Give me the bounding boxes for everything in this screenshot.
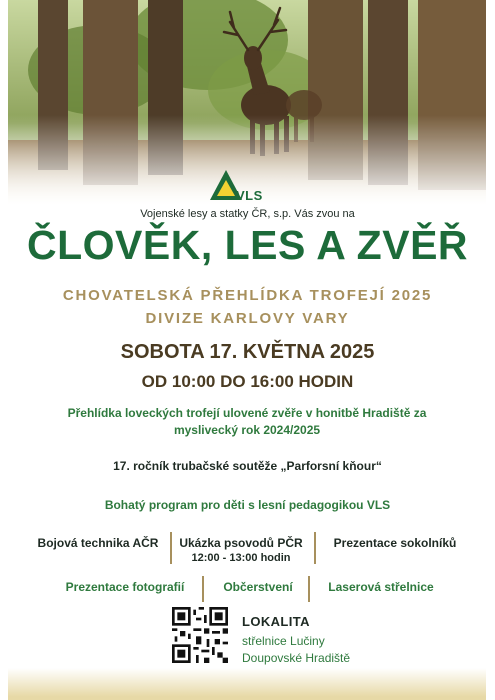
divider [308, 576, 310, 602]
invite-text: Vojenské lesy a statky ČR, s.p. Vás zvou na [140, 208, 355, 220]
vls-logo [206, 166, 286, 206]
location-line-2: Doupovské Hradiště [242, 651, 351, 665]
contest-text: 17. ročník trubačské soutěže „Parforsní kňour“ [113, 459, 382, 473]
location-line-1: střelnice Lučiny [242, 634, 325, 648]
divider [314, 532, 316, 564]
subtitle-division: DIVIZE KARLOVY VARY [145, 310, 350, 327]
subtitle-trophy-show: CHOVATELSKÁ PŘEHLÍDKA TROFEJÍ 2025 [62, 287, 433, 304]
vls-logo-text: VLS [236, 188, 263, 203]
activity-photo-exhibition: Prezentace fotografií [65, 580, 185, 594]
event-description: Přehlídka loveckých trofejí ulovené zvěře v honitbě Hradiště za myslivecký rok 2024/2025 [67, 406, 427, 437]
activity-police-dogs-time: 12:00 - 13:00 hodin [191, 552, 291, 564]
divider [170, 532, 172, 564]
event-date: SOBOTA 17. KVĚTNA 2025 [120, 341, 375, 363]
program-text: Bohatý program pro děti s lesní pedagogikou VLS [104, 498, 391, 512]
activity-military-tech: Bojová technika AČR [37, 536, 159, 550]
event-time: OD 10:00 DO 16:00 HODIN [141, 372, 354, 391]
poster-title: ČLOVĚK, LES A ZVĚŘ [26, 222, 469, 268]
location-qr-code[interactable] [172, 607, 228, 663]
location-label: LOKALITA [242, 614, 310, 629]
divider [202, 576, 204, 602]
footer-decoration [8, 668, 486, 700]
activity-police-dogs: Ukázka psovodů PČR [179, 536, 303, 550]
activity-falconers: Prezentace sokolníků [333, 536, 457, 550]
activity-laser-shooting: Laserová střelnice [328, 580, 434, 594]
activity-refreshments: Občerstvení [223, 580, 293, 594]
